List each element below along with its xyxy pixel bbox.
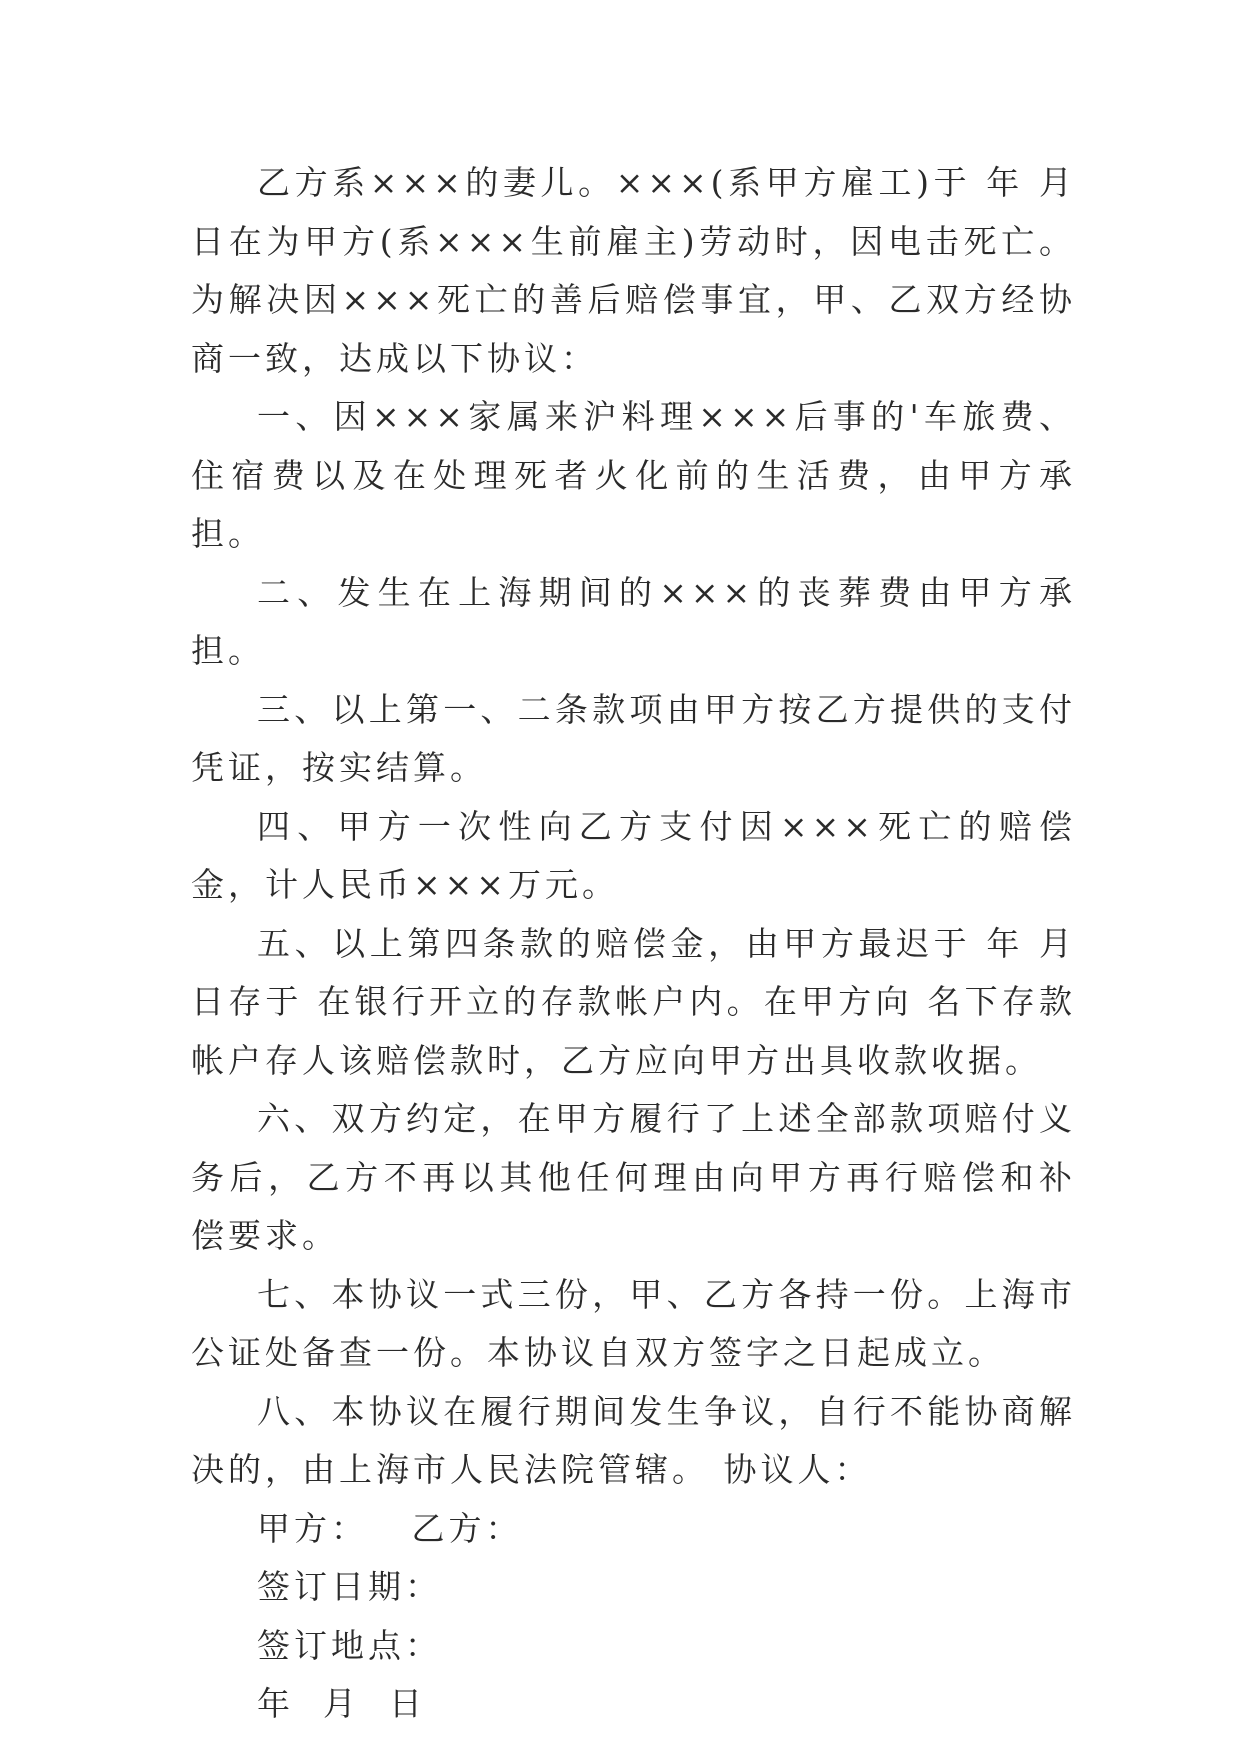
intro-paragraph: 乙方系×××的妻儿。×××(系甲方雇工)于 年 月 日在为甲方(系×××生前雇主)劳动时，因电击死亡。为解决因×××死亡的善后赔偿事宜，甲、乙双方经协商一致，达成以下协议： xyxy=(191,163,1076,378)
clause-3: 三、以上第一、二条款项由甲方按乙方提供的支付凭证，按实结算。 xyxy=(191,689,1076,787)
clause-8: 八、本协议在履行期间发生争议，自行不能协商解决的，由上海市人民法院管辖。 协议人： xyxy=(191,1391,1076,1489)
signature-parties: 甲方： 乙方： xyxy=(257,1508,523,1548)
clause-4: 四、甲方一次性向乙方支付因×××死亡的赔偿金，计人民币×××万元。 xyxy=(191,806,1076,904)
clause-7: 七、本协议一式三份，甲、乙方各持一份。上海市 公证处备查一份。本协议自双方签字之日起成立。 xyxy=(191,1274,1076,1372)
clause-1: 一、因×××家属来沪料理×××后事的'车旅费、住宿费以及在处理死者火化前的生活费，由甲方承担。 xyxy=(191,397,1076,553)
clause-2: 二、发生在上海期间的×××的丧葬费由甲方承担。 xyxy=(191,572,1076,670)
clause-6: 六、双方约定，在甲方履行了上述全部款项赔付义务后，乙方不再以其他任何理由向甲方再行赔偿和补偿要求。 xyxy=(191,1099,1076,1255)
date-line: 年 月 日 xyxy=(257,1684,426,1723)
signature-place: 签订地点： xyxy=(257,1625,442,1665)
clause-5: 五、以上第四条款的赔偿金，由甲方最迟于 年 月 日存于 在银行开立的存款帐户内。在甲方向 名下存款帐户存人该赔偿款时，乙方应向甲方出具收款收据。 xyxy=(191,923,1076,1080)
agreement-body xyxy=(191,154,1076,1734)
signature-date: 签订日期： xyxy=(257,1567,442,1606)
